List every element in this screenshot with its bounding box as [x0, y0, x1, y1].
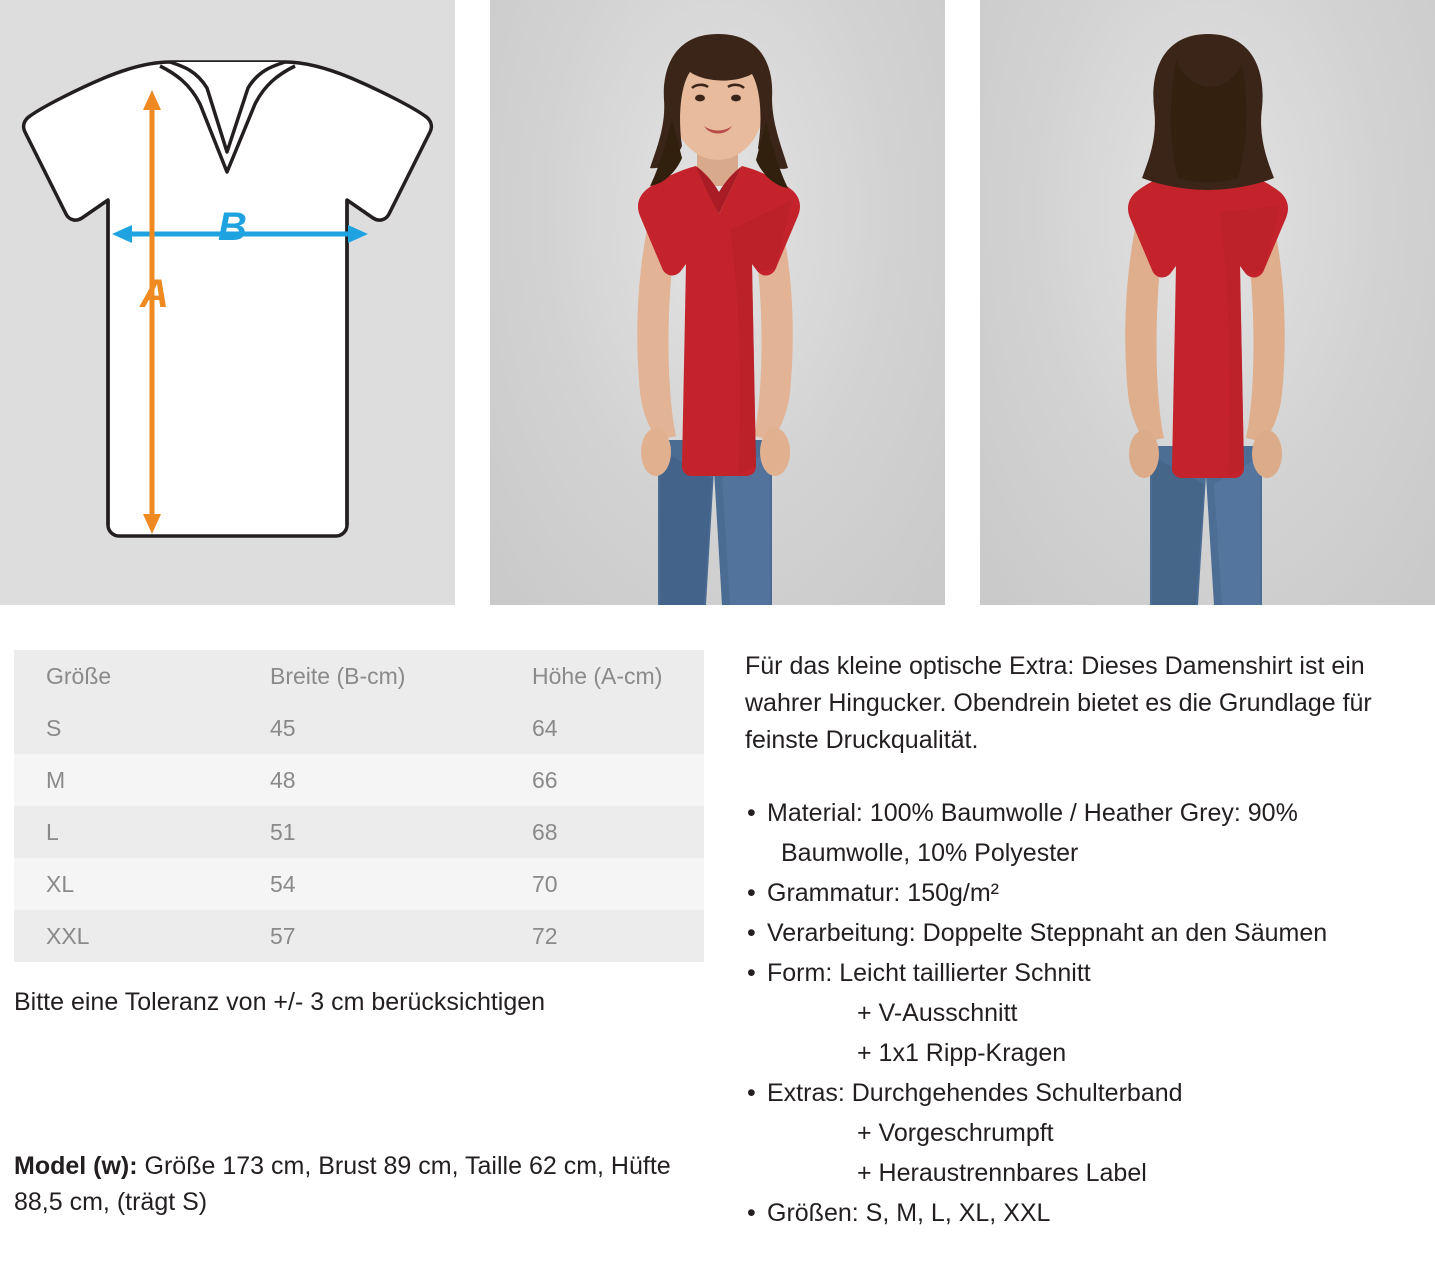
- feature-main: Form: Leicht taillierter Schnitt: [767, 959, 1091, 987]
- cell-size: XL: [46, 870, 75, 897]
- cell-size: M: [46, 766, 66, 793]
- model-info-text: Größe 173 cm, Brust 89 cm, Taille 62 cm, Hüfte 88,5 cm, (trägt S): [14, 1152, 671, 1216]
- table-header-height: Höhe (A-cm): [532, 662, 663, 689]
- size-table: [14, 650, 704, 962]
- table-header-width: Breite (B-cm): [270, 662, 406, 689]
- image-row: [0, 0, 1435, 605]
- cell-size: S: [46, 714, 62, 741]
- cell-width: 51: [270, 818, 296, 845]
- model-info-label: Model (w):: [14, 1152, 138, 1180]
- list-item: [745, 913, 1405, 953]
- cell-size: XXL: [46, 922, 90, 949]
- tolerance-note: Bitte eine Toleranz von +/- 3 cm berücksichtigen: [14, 988, 546, 1016]
- model-info: [14, 1148, 714, 1220]
- feature-main: Größen: S, M, L, XL, XXL: [767, 1199, 1051, 1227]
- feature-sub: + Heraustrennbares Label: [857, 1159, 1147, 1187]
- width-dimension-label: B: [218, 205, 247, 249]
- list-item: [745, 953, 1405, 1073]
- table-row: [14, 910, 704, 962]
- model-front-illustration: [490, 0, 945, 605]
- cell-height: 66: [532, 766, 558, 793]
- table-row: [14, 858, 704, 910]
- cell-height: 68: [532, 818, 558, 845]
- model-back-illustration: [980, 0, 1435, 605]
- table-row: [14, 702, 704, 754]
- table-row: [14, 806, 704, 858]
- cell-height: 64: [532, 714, 558, 741]
- list-item: [745, 1193, 1405, 1233]
- feature-list: [745, 793, 1405, 1233]
- cell-width: 48: [270, 766, 296, 793]
- list-item: [745, 1073, 1405, 1193]
- product-description: [745, 648, 1405, 1233]
- technical-drawing-panel: [0, 0, 455, 605]
- description-intro: Für das kleine optische Extra: Dieses Damenshirt ist ein wahrer Hingucker. Obendrein bietet es die Grundlage für feinste Druckqualität.: [745, 652, 1372, 754]
- feature-sub: + Vorgeschrumpft: [857, 1119, 1054, 1147]
- model-front-photo: [490, 0, 945, 605]
- tshirt-outline-icon: [0, 0, 455, 605]
- cell-width: 57: [270, 922, 296, 949]
- table-row: [14, 754, 704, 806]
- table-header-size: Größe: [46, 662, 112, 689]
- cell-width: 54: [270, 870, 296, 897]
- cell-height: 70: [532, 870, 558, 897]
- feature-sub: + 1x1 Ripp-Kragen: [857, 1039, 1067, 1067]
- cell-height: 72: [532, 922, 558, 949]
- feature-main: Verarbeitung: Doppelte Steppnaht an den Säumen: [767, 919, 1328, 947]
- cell-size: L: [46, 818, 59, 845]
- list-item: [745, 793, 1405, 873]
- feature-sub: + V-Ausschnitt: [857, 999, 1018, 1027]
- table-header-row: [14, 650, 704, 702]
- feature-main: Extras: Durchgehendes Schulterband: [767, 1079, 1183, 1107]
- list-item: [745, 873, 1405, 913]
- cell-width: 45: [270, 714, 296, 741]
- feature-main: Material: 100% Baumwolle / Heather Grey: 90%: [767, 799, 1298, 827]
- model-back-photo: [980, 0, 1435, 605]
- feature-continuation: Baumwolle, 10% Polyester: [781, 839, 1079, 867]
- height-dimension-label: A: [140, 272, 169, 316]
- feature-main: Grammatur: 150g/m²: [767, 879, 1000, 907]
